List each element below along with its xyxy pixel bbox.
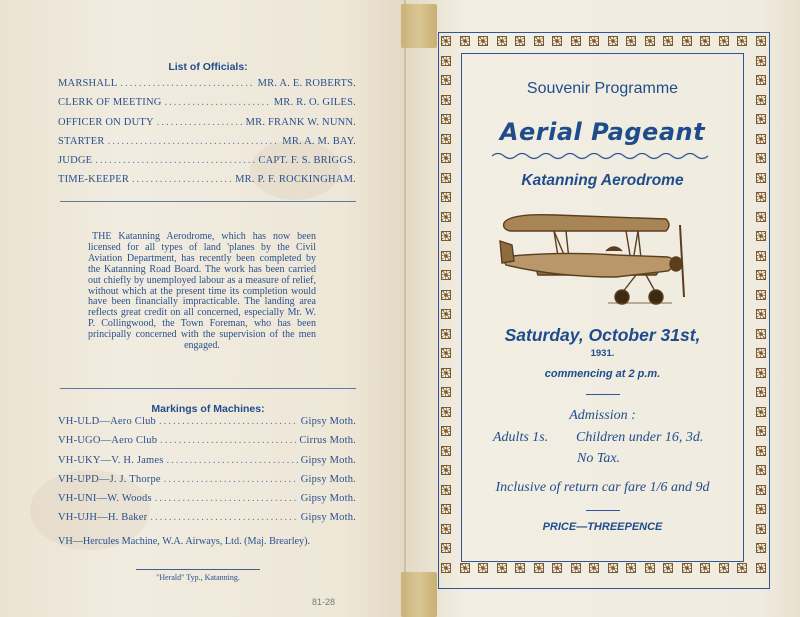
biplane-icon [496,205,711,310]
event-time: commencing at 2 p.m. [544,368,661,380]
rosette-ornament [552,36,562,46]
rosette-ornament [756,446,766,456]
leader-row [58,78,356,97]
event-year: 1931. [590,348,615,359]
rosette-ornament [756,504,766,514]
row-value: Gipsy Moth. [300,454,356,466]
pencil-annotation: 81-28 [312,597,336,607]
rosette-ornament [756,485,766,495]
dot-leader [157,117,243,128]
car-fare: Inclusive of return car fare 1/6 and 9d [495,480,710,495]
leader-row [58,136,356,155]
tape-strip-bottom [401,572,437,617]
rosette-ornament [756,153,766,163]
dot-leader [166,455,297,466]
rosette-ornament [441,524,451,534]
tax-note: No Tax. [577,451,621,466]
machines-list [58,416,356,532]
rosette-ornament [441,212,451,222]
rosette-ornament [756,309,766,319]
rosette-ornament [441,270,451,280]
child-price: Children under 16, 3d. [576,430,704,445]
leader-row [58,512,356,531]
rosette-ornament [756,368,766,378]
short-rule [586,394,620,395]
rosette-ornament [478,36,488,46]
rosette-ornament [497,36,507,46]
rosette-ornament [441,348,451,358]
row-label: CLERK OF MEETING [58,97,162,109]
rosette-ornament [756,114,766,124]
rosette-ornament [441,387,451,397]
row-label: JUDGE [58,155,93,167]
leader-row [58,455,356,474]
rosette-ornament [441,309,451,319]
rosette-ornament [441,75,451,85]
leader-row [58,435,356,454]
rosette-ornament [626,563,636,573]
rosette-ornament [441,95,451,105]
leader-row [58,174,356,193]
rosette-ornament [756,134,766,144]
dot-leader [120,78,254,89]
event-date: Saturday, October 31st, [504,325,701,345]
rosette-ornament [700,36,710,46]
row-value: MR. R. O. GILES. [273,97,356,109]
row-value: MR. A. E. ROBERTS. [257,78,356,89]
rosette-ornament [756,465,766,475]
row-label: VH-UPD—J. J. Thorpe [58,473,161,485]
rosette-ornament [737,563,747,573]
rosette-ornament [682,36,692,46]
row-value: CAPT. F. S. BRIGGS. [258,155,356,167]
rosette-ornament [441,114,451,124]
row-value: Gipsy Moth. [300,416,356,427]
divider-rule [60,201,356,202]
row-value: Cirrus Moth. [299,435,356,447]
rosette-ornament [756,36,766,46]
wavy-rule [490,150,715,162]
row-value: MR. P. F. ROCKINGHAM. [235,174,356,186]
row-label: MARSHALL [58,78,118,89]
rosette-ornament [441,407,451,417]
rosette-ornament [756,426,766,436]
rosette-ornament [441,173,451,183]
rosette-ornament [756,524,766,534]
rosette-ornament [756,407,766,417]
rosette-ornament [497,563,507,573]
aerodrome-paragraph: THE Katanning Aerodrome, which has now been licensed for all types of land 'planes by the Civil Aviation Department, has recently been completed by the Katanning Road Board. The work has been carried out chiefly by unemployed labour as a measure of relief, without which at the present time its completion would have been financially impracticable. The landing area reflects great credit on all concerned, especially Mr. W. P. Collingwood, the Town Foreman, who has been principally concerned with the supervision of the men engaged. [88,231,316,352]
rosette-ornament [719,36,729,46]
rosette-ornament [478,563,488,573]
rosette-ornament [663,563,673,573]
rosette-ornament [756,192,766,202]
dot-leader [155,493,298,504]
rosette-ornament [441,504,451,514]
rosette-ornament [663,36,673,46]
row-value: MR. A. M. BAY. [282,135,356,147]
row-label: VH-ULD—Aero Club [58,416,156,427]
rosette-ornament [756,387,766,397]
row-value: Gipsy Moth. [300,512,356,524]
printer-imprint: "Herald" Typ., Katanning. [156,573,240,582]
row-label: VH-UKY—V. H. James [58,454,164,466]
row-label: TIME-KEEPER [58,174,130,186]
rosette-ornament [534,36,544,46]
adult-price: Adults 1s. [493,430,549,445]
rosette-ornament [441,56,451,66]
rosette-ornament [589,36,599,46]
row-label: VH-UJH—H. Baker [58,512,148,524]
dot-leader [150,512,297,523]
center-fold [404,0,406,617]
rosette-ornament [441,192,451,202]
short-rule [586,510,620,511]
leader-row [58,474,356,493]
rosette-ornament [441,153,451,163]
rosette-ornament [552,563,562,573]
rosette-ornament [441,290,451,300]
row-value: MR. FRANK W. NUNN. [245,116,356,128]
officials-heading: List of Officials: [168,61,248,73]
rosette-ornament [441,465,451,475]
rosette-ornament [645,563,655,573]
row-label: VH-UGO—Aero Club [58,435,158,447]
rosette-ornament [682,563,692,573]
dot-leader [95,155,255,166]
rosette-ornament [756,56,766,66]
rosette-ornament [719,563,729,573]
programme-subtitle: Souvenir Programme [526,80,679,97]
rosette-ornament [756,543,766,553]
rosette-ornament [515,36,525,46]
rosette-ornament [756,173,766,183]
rosette-ornament [515,563,525,573]
dot-leader [164,474,298,485]
rosette-ornament [608,36,618,46]
rosette-ornament [534,563,544,573]
rosette-ornament [441,134,451,144]
leader-row [58,416,356,435]
leader-row [58,493,356,512]
officials-list [58,78,356,194]
row-label: OFFICER ON DUTY [58,116,154,128]
rosette-ornament [571,563,581,573]
programme-title: Aerial Pageant [499,118,706,146]
divider-rule [60,388,356,389]
rosette-ornament [645,36,655,46]
rosette-ornament [441,36,451,46]
rosette-ornament [756,329,766,339]
rosette-ornament [460,563,470,573]
rosette-ornament [441,426,451,436]
rosette-ornament [460,36,470,46]
dot-leader [132,174,232,185]
programme-price: PRICE—THREEPENCE [542,521,663,533]
rosette-ornament [441,485,451,495]
leader-row [58,155,356,174]
rosette-ornament [756,212,766,222]
rosette-ornament [589,563,599,573]
rosette-ornament [756,251,766,261]
rosette-ornament [756,95,766,105]
rosette-ornament [756,75,766,85]
leader-row [58,117,356,136]
rosette-ornament [737,36,747,46]
rosette-ornament [756,270,766,280]
printer-rule [136,569,260,570]
rosette-ornament [571,36,581,46]
tape-strip-top [401,4,437,48]
rosette-ornament [756,231,766,241]
row-value: Gipsy Moth. [300,473,356,485]
dot-leader [165,97,271,108]
rosette-ornament [626,36,636,46]
rosette-ornament [756,563,766,573]
rosette-ornament [441,446,451,456]
dot-leader [108,136,280,147]
venue-name: Katanning Aerodrome [521,172,684,189]
dot-leader [160,435,296,446]
hercules-line: VH—Hercules Machine, W.A. Airways, Ltd. (Maj. Brearley). [58,536,311,547]
row-label: STARTER [58,135,105,147]
rosette-ornament [441,251,451,261]
rosette-ornament [441,563,451,573]
rosette-ornament [700,563,710,573]
machines-heading: Markings of Machines: [151,403,265,415]
rosette-ornament [441,231,451,241]
row-label: VH-UNI—W. Woods [58,493,152,505]
rosette-ornament [441,329,451,339]
rosette-ornament [441,368,451,378]
rosette-ornament [608,563,618,573]
rosette-ornament [441,543,451,553]
row-value: Gipsy Moth. [300,493,356,505]
dot-leader [159,416,298,427]
leader-row [58,97,356,116]
rosette-ornament [756,290,766,300]
admission-heading: Admission : [569,408,636,423]
rosette-ornament [756,348,766,358]
